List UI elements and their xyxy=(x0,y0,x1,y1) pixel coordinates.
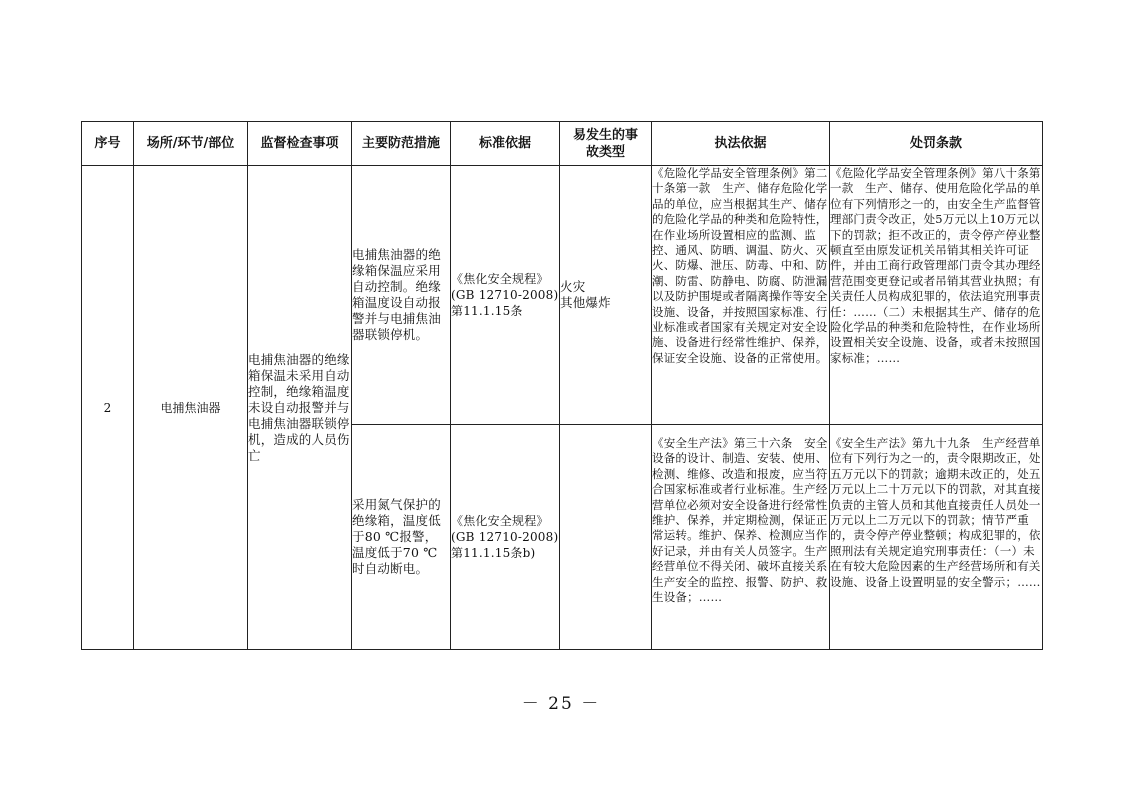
law-cell-1 xyxy=(652,166,830,425)
header-measure: 主要防范措施 xyxy=(352,122,451,166)
accident-type-cell-2 xyxy=(560,425,652,650)
header-penalty: 处罚条款 xyxy=(830,122,1043,166)
standard-cell-2 xyxy=(451,425,560,650)
header-item: 监督检查事项 xyxy=(248,122,352,166)
inspection-table xyxy=(81,121,1043,650)
page-number: － 25 － xyxy=(521,694,601,714)
measure-text-1: 电捕焦油器的绝缘箱保温应采用自动控制。绝缘箱温度设自动报警并与电捕焦油器联锁停机。 xyxy=(352,247,441,342)
measure-cell-1 xyxy=(352,166,451,425)
accident-type-cell-1 xyxy=(560,166,652,425)
standard-cell-1 xyxy=(451,166,560,425)
law-text-2: 《安全生产法》第三十六条 安全设备的设计、制造、安装、使用、检测、维修、改造和报废，应当符合国家标准或者行业标准。生产经营单位必须对安全设备进行经常性维护、保养，并定期检测，保证正常运转。维护、保养、检测应当作好记录，并由有关人员签字。生产经营单位不得关闭、破坏直接关系生产安全的监控、报警、防护、救生设备；…… xyxy=(652,436,828,605)
row-seq-cell xyxy=(82,166,134,650)
penalty-cell-2 xyxy=(830,425,1043,650)
table-row xyxy=(82,166,1043,425)
header-seq: 序号 xyxy=(82,122,134,166)
law-cell-2 xyxy=(652,425,830,650)
standard-text-2: 《焦化安全规程》(GB 12710-2008)第11.1.15条b) xyxy=(451,514,559,560)
header-accident-type: 易发生的事故类型 xyxy=(560,122,652,166)
row-item: 电捕焦油器的绝缘箱保温未采用自动控制，绝缘箱温度未设自动报警并与电捕焦油器联锁停机，造成的人员伤亡 xyxy=(248,351,350,463)
table-header-row xyxy=(82,122,1043,166)
measure-text-2: 采用氮气保护的绝缘箱，温度低于80 ℃报警，温度低于70 ℃时自动断电。 xyxy=(352,497,441,576)
header-standard: 标准依据 xyxy=(451,122,560,166)
header-place: 场所/环节/部位 xyxy=(134,122,248,166)
measure-cell-2 xyxy=(352,425,451,650)
penalty-text-2: 《安全生产法》第九十九条 生产经营单位有下列行为之一的，责令限期改正，处五万元以下的罚款；逾期未改正的，处五万元以上二十万元以下的罚款，对其直接负责的主管人员和其他直接责任人员处一万元以上二万元以下的罚款；情节严重的，责令停产停业整顿；构成犯罪的，依照刑法有关规定追究刑事责任：（一）未在有较大危险因素的生产经营场所和有关设施、设备上设置明显的安全警示；…… xyxy=(830,436,1041,589)
row-place-cell xyxy=(134,166,248,650)
row-place: 电捕焦油器 xyxy=(160,401,221,415)
row-seq: 2 xyxy=(103,400,112,415)
law-text-1: 《危险化学品安全管理条例》第二十条第一款 生产、储存危险化学品的单位，应当根据其生产、储存的危险化学品的种类和危险特性，在作业场所设置相应的监测、监控、通风、防晒、调温、防火、灭火、防爆、泄压、防毒、中和、防潮、防雷、防静电、防腐、防泄漏以及防护围堤或者隔离操作等安全设施、设备，并按照国家标准、行业标准或者国家有关规定对安全设施、设备进行经常性维护、保养，保证安全设施、设备的正常使用。 xyxy=(652,166,828,365)
penalty-text-1: 《危险化学品安全管理条例》第八十条第一款 生产、储存、使用危险化学品的单位有下列情形之一的，由安全生产监督管理部门责令改正，处5万元以上10万元以下的罚款；拒不改正的，责令停产停业整顿直至由原发证机关吊销其相关许可证件，并由工商行政管理部门责令其办理经营范围变更登记或者吊销其营业执照；有关责任人员构成犯罪的，依法追究刑事责任：……（二）未根据其生产、储存的危险化学品的种类和危险特性，在作业场所设置相关安全设施、设备，或者未按照国家标准；…… xyxy=(830,166,1041,365)
header-law: 执法依据 xyxy=(652,122,830,166)
row-item-cell xyxy=(248,166,352,650)
standard-text-1: 《焦化安全规程》(GB 12710-2008)第11.1.15条 xyxy=(451,272,559,318)
penalty-cell-1 xyxy=(830,166,1043,425)
accident-type-text-1: 火灾 其他爆炸 xyxy=(560,279,611,310)
